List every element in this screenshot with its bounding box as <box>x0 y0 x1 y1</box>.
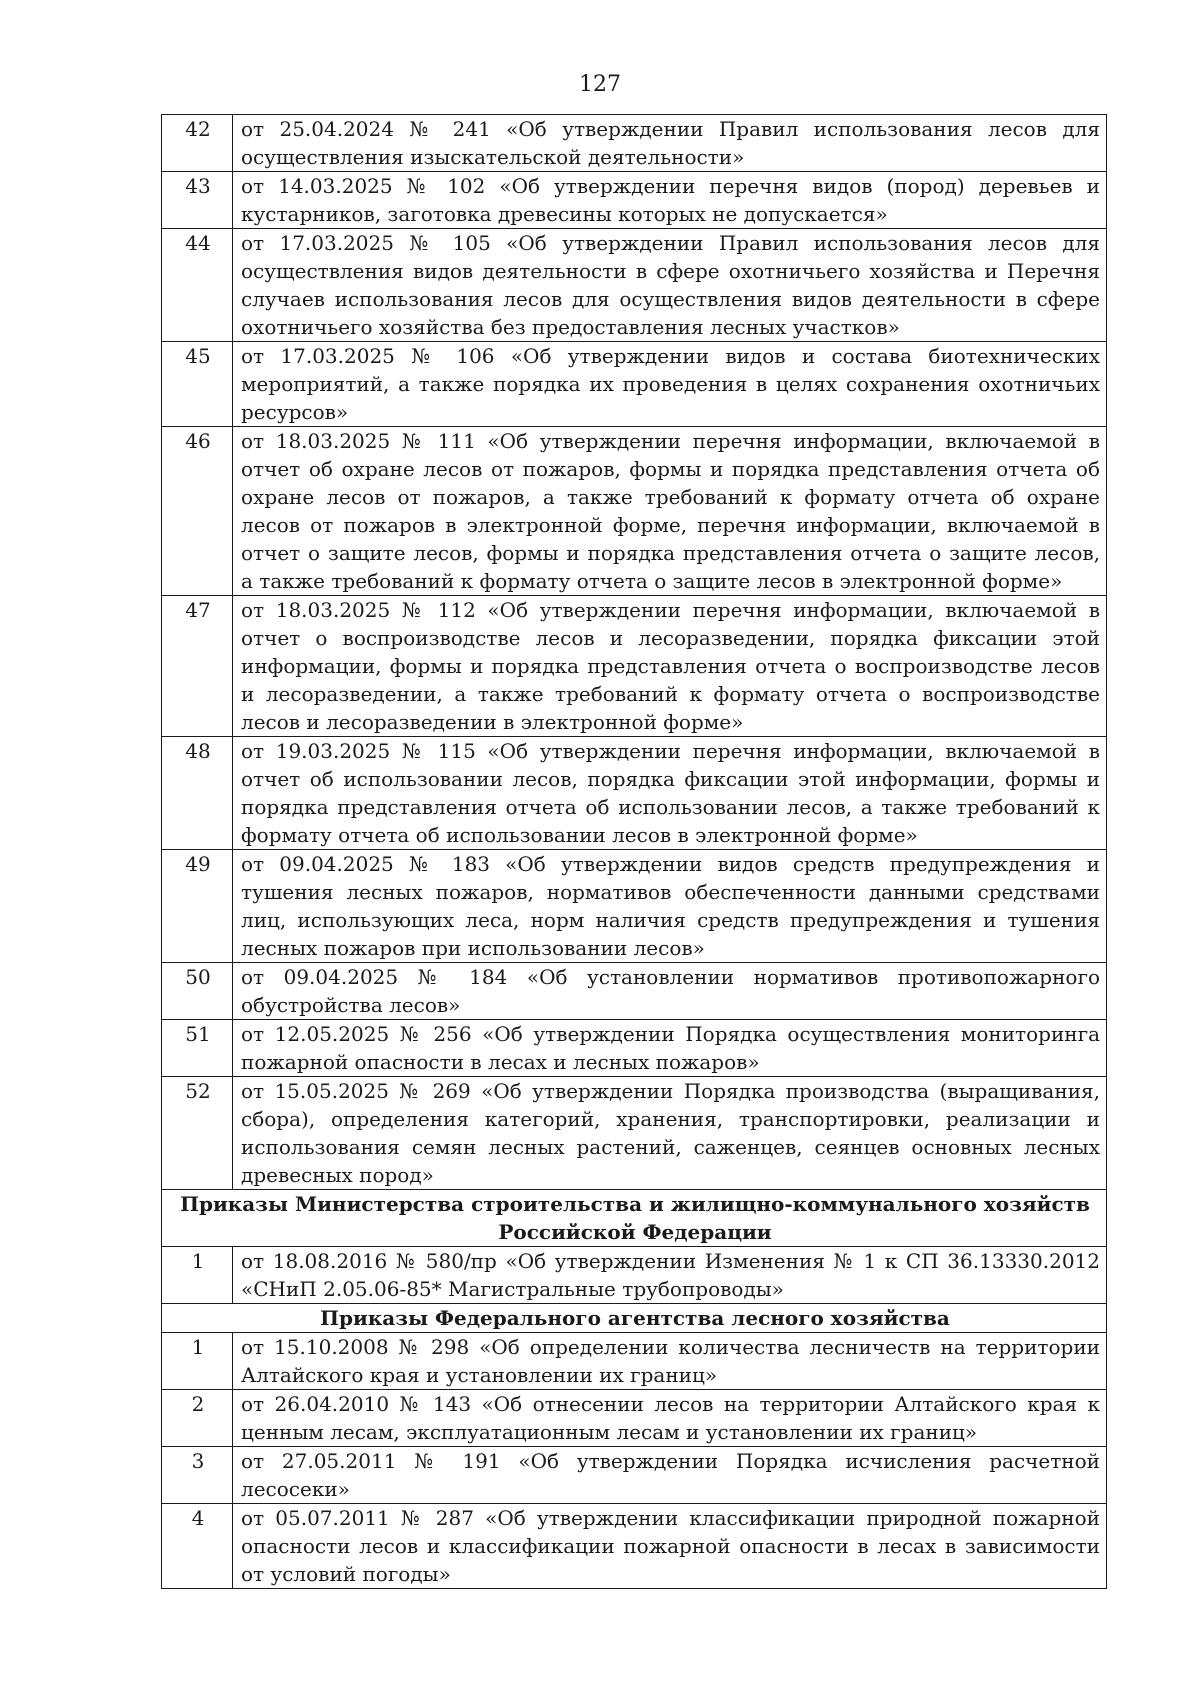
row-number: 46 <box>162 427 233 596</box>
row-text: от 18.03.2025 № 111 «Об утверждении перечня информации, включаемой в отчет об охране лесов от пожаров, формы и порядка представления отчета об охране лесов от пожаров, а также требований к формату отчета об охране лесов от пожаров в электронной форме, перечня информации, включаемой в отчет о защите лесов, формы и порядка представления отчета о защите лесов, а также требований к формату отчета о защите лесов в электронной форме» <box>233 427 1107 596</box>
table-row <box>162 172 1107 229</box>
section-heading: Приказы Министерства строительства и жилищно-коммунального хозяйств Российской Федерации <box>162 1190 1107 1247</box>
table-row <box>162 1504 1107 1589</box>
section-heading: Приказы Федерального агентства лесного хозяйства <box>162 1304 1107 1333</box>
table-row <box>162 342 1107 427</box>
row-number: 50 <box>162 963 233 1020</box>
row-text: от 18.03.2025 № 112 «Об утверждении перечня информации, включаемой в отчет о воспроизводстве лесов и лесоразведении, порядка фиксации этой информации, формы и порядка представления отчета о воспроизводстве лесов и лесоразведении, а также требований к формату отчета о воспроизводстве лесов и лесоразведении в электронной форме» <box>233 596 1107 737</box>
table-row <box>162 115 1107 172</box>
table-row <box>162 737 1107 850</box>
row-number: 2 <box>162 1390 233 1447</box>
row-text: от 19.03.2025 № 115 «Об утверждении перечня информации, включаемой в отчет об использовании лесов, порядка фиксации этой информации, формы и порядка представления отчета об использовании лесов, а также требований к формату отчета об использовании лесов в электронной форме» <box>233 737 1107 850</box>
section-heading-row <box>162 1304 1107 1333</box>
table-row <box>162 1390 1107 1447</box>
table-row <box>162 229 1107 342</box>
row-text: от 15.10.2008 № 298 «Об определении количества лесничеств на территории Алтайского края и установлении их границ» <box>233 1333 1107 1390</box>
row-number: 44 <box>162 229 233 342</box>
table-row <box>162 850 1107 963</box>
row-text: от 18.08.2016 № 580/пр «Об утверждении Изменения № 1 к СП 36.13330.2012 «СНиП 2.05.06-85* Магистральные трубопроводы» <box>233 1247 1107 1304</box>
table-row <box>162 1247 1107 1304</box>
table-row <box>162 963 1107 1020</box>
row-text: от 12.05.2025 № 256 «Об утверждении Порядка осуществления мониторинга пожарной опасности в лесах и лесных пожаров» <box>233 1020 1107 1077</box>
row-number: 52 <box>162 1077 233 1190</box>
table-row <box>162 1447 1107 1504</box>
page-number: 127 <box>579 72 621 97</box>
section-heading-row <box>162 1190 1107 1247</box>
table-row <box>162 1020 1107 1077</box>
row-text: от 05.07.2011 № 287 «Об утверждении классификации природной пожарной опасности лесов и классификации пожарной опасности в лесах в зависимости от условий погоды» <box>233 1504 1107 1589</box>
regulations-table <box>161 114 1107 1589</box>
row-number: 49 <box>162 850 233 963</box>
row-text: от 27.05.2011 № 191 «Об утверждении Порядка исчисления расчетной лесосеки» <box>233 1447 1107 1504</box>
table-row <box>162 1077 1107 1190</box>
table-row <box>162 596 1107 737</box>
row-number: 51 <box>162 1020 233 1077</box>
row-text: от 17.03.2025 № 106 «Об утверждении видов и состава биотехнических мероприятий, а также порядка их проведения в целях сохранения охотничьих ресурсов» <box>233 342 1107 427</box>
table-row <box>162 427 1107 596</box>
row-number: 1 <box>162 1333 233 1390</box>
row-text: от 09.04.2025 № 184 «Об установлении нормативов противопожарного обустройства лесов» <box>233 963 1107 1020</box>
row-text: от 25.04.2024 № 241 «Об утверждении Правил использования лесов для осуществления изыскательской деятельности» <box>233 115 1107 172</box>
row-text: от 26.04.2010 № 143 «Об отнесении лесов на территории Алтайского края к ценным лесам, эксплуатационным лесам и установлении их границ» <box>233 1390 1107 1447</box>
row-number: 43 <box>162 172 233 229</box>
row-number: 48 <box>162 737 233 850</box>
row-number: 47 <box>162 596 233 737</box>
row-text: от 09.04.2025 № 183 «Об утверждении видов средств предупреждения и тушения лесных пожаров, нормативов обеспеченности данными средствами лиц, использующих леса, норм наличия средств предупреждения и тушения лесных пожаров при использовании лесов» <box>233 850 1107 963</box>
row-text: от 14.03.2025 № 102 «Об утверждении перечня видов (пород) деревьев и кустарников, заготовка древесины которых не допускается» <box>233 172 1107 229</box>
row-number: 1 <box>162 1247 233 1304</box>
row-number: 4 <box>162 1504 233 1589</box>
row-number: 45 <box>162 342 233 427</box>
row-text: от 17.03.2025 № 105 «Об утверждении Правил использования лесов для осуществления видов деятельности в сфере охотничьего хозяйства и Перечня случаев использования лесов для осуществления видов деятельности в сфере охотничьего хозяйства без предоставления лесных участков» <box>233 229 1107 342</box>
row-number: 42 <box>162 115 233 172</box>
row-number: 3 <box>162 1447 233 1504</box>
table-row <box>162 1333 1107 1390</box>
row-text: от 15.05.2025 № 269 «Об утверждении Порядка производства (выращивания, сбора), определения категорий, хранения, транспортировки, реализации и использования семян лесных растений, саженцев, сеянцев основных лесных древесных пород» <box>233 1077 1107 1190</box>
